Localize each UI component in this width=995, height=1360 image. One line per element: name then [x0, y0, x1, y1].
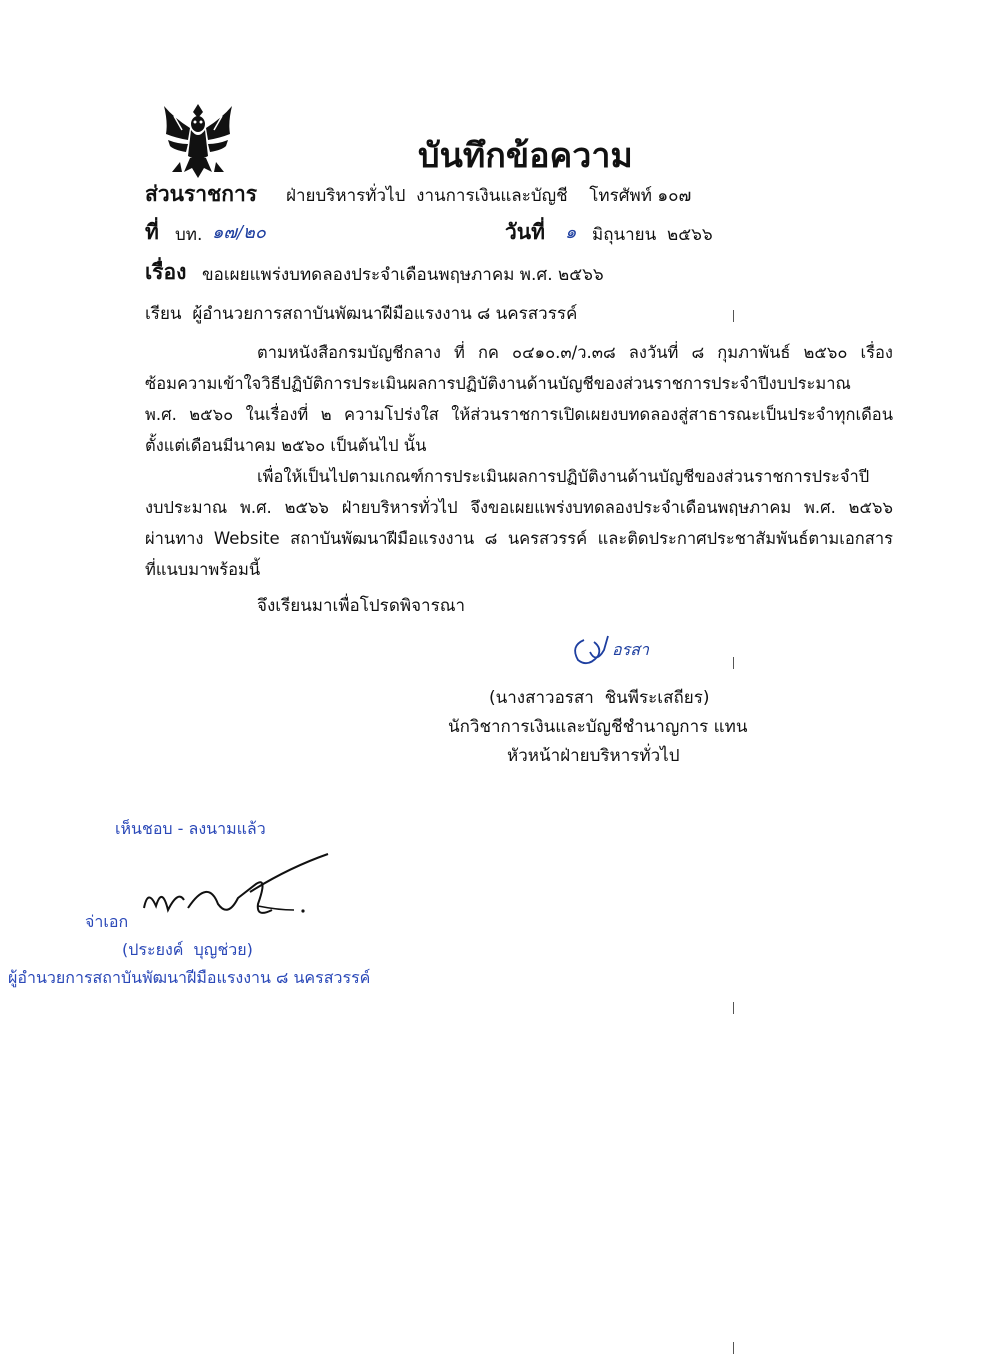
paragraph-line: พ.ศ. ๒๕๖๐ ในเรื่องที่ ๒ ความโปร่งใส ให้ส่วนราชการเปิดเผยงบทดลองสู่สาธารณะเป็นประจำทุกเดือน: [145, 405, 893, 424]
scan-mark: [733, 657, 734, 669]
scan-mark: [733, 1342, 734, 1354]
agency-label: ส่วนราชการ: [145, 182, 258, 206]
scan-mark: [733, 1002, 734, 1014]
approval-rank: จ่าเอก: [85, 912, 129, 931]
date-month-year: มิถุนายน ๒๕๖๖: [592, 225, 713, 245]
signature-director-icon: [138, 848, 338, 928]
closing-line: จึงเรียนมาเพื่อโปรดพิจารณา: [257, 596, 466, 616]
addressee-line: เรียน ผู้อำนวยการสถาบันพัฒนาฝีมือแรงงาน ๘ นครสวรรค์: [145, 304, 578, 324]
approval-note: เห็นชอบ - ลงนามแล้ว: [115, 819, 266, 838]
signer-position: นักวิชาการเงินและบัญชีชำนาญการ แทน: [448, 717, 748, 737]
signature-text: อรสา: [612, 640, 649, 659]
garuda-emblem-icon: [160, 100, 236, 180]
ref-number-handwritten: ๑๗/๒๐: [212, 222, 266, 243]
date-day-handwritten: ๑: [565, 222, 577, 243]
agency-value: ฝ่ายบริหารทั่วไป งานการเงินและบัญชี โทรศัพท์ ๑๐๗: [286, 186, 692, 206]
subject-label: เรื่อง: [145, 260, 187, 284]
approver-name: (ประยงค์ บุญช่วย): [122, 940, 253, 959]
subject-value: ขอเผยแพร่งบทดลองประจำเดือนพฤษภาคม พ.ศ. ๒๕๖๖: [202, 265, 604, 285]
paragraph-line: งบประมาณ พ.ศ. ๒๕๖๖ ฝ่ายบริหารทั่วไป จึงขอเผยแพร่งบทดลองประจำเดือนพฤษภาคม พ.ศ. ๒๕๖๖: [145, 498, 893, 517]
signer-position-2: หัวหน้าฝ่ายบริหารทั่วไป: [507, 746, 680, 766]
ref-label: ที่: [145, 220, 159, 244]
approver-position: ผู้อำนวยการสถาบันพัฒนาฝีมือแรงงาน ๘ นครสวรรค์: [8, 968, 371, 987]
paragraph-line: ตั้งแต่เดือนมีนาคม ๒๕๖๐ เป็นต้นไป นั้น: [145, 436, 427, 455]
scan-mark: [733, 310, 734, 322]
paragraph-line: ผ่านทาง Website สถาบันพัฒนาฝีมือแรงงาน ๘ นครสวรรค์ และติดประกาศประชาสัมพันธ์ตามเอกสาร: [145, 529, 893, 548]
paragraph-line: ที่แนบมาพร้อมนี้: [145, 560, 261, 579]
signer-name: (นางสาวอรสา ชินพีระเสถียร): [489, 688, 710, 708]
memo-title: บันทึกข้อความ: [418, 136, 633, 176]
body-paragraph-1: [145, 337, 893, 461]
paragraph-line: ตามหนังสือกรมบัญชีกลาง ที่ กค ๐๔๑๐.๓/ว.๓๘ ลงวันที่ ๘ กุมภาพันธ์ ๒๕๖๐ เรื่อง: [257, 343, 893, 362]
body-paragraph-2: [145, 461, 893, 585]
date-label: วันที่: [505, 220, 545, 244]
paragraph-line: เพื่อให้เป็นไปตามเกณฑ์การประเมินผลการปฏิบัติงานด้านบัญชีของส่วนราชการประจำปี: [257, 467, 870, 486]
ref-prefix: บท.: [175, 225, 203, 245]
paragraph-line: ซ้อมความเข้าใจวิธีปฏิบัติการประเมินผลการปฏิบัติงานด้านบัญชีของส่วนราชการประจำปีงบประมาณ: [145, 374, 851, 393]
